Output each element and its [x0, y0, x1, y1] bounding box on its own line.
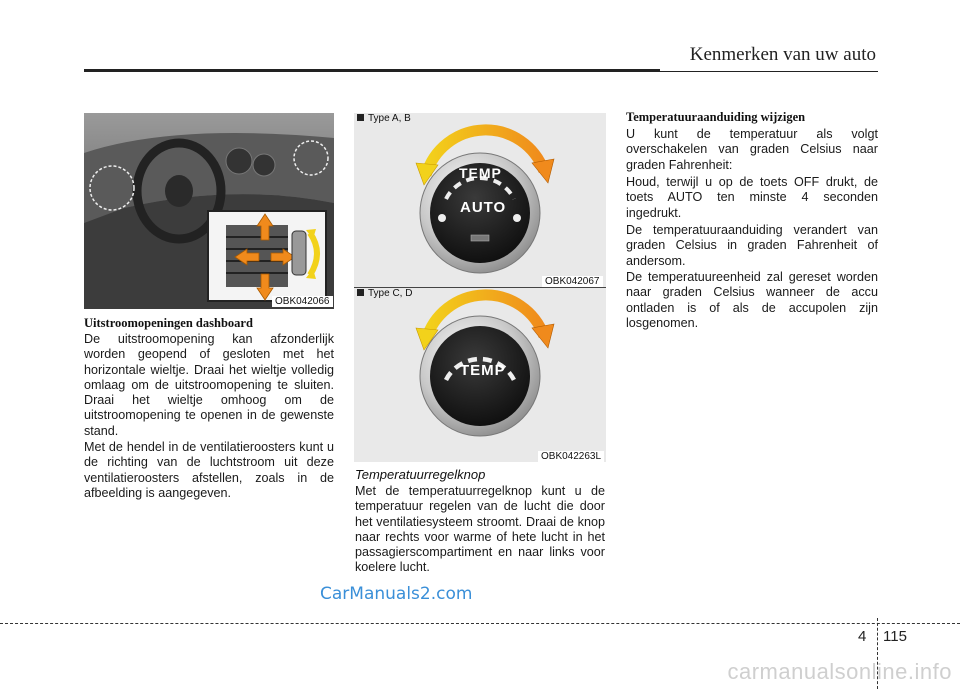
col3-paragraph-4: De temperatuureenheid zal gereset worden naar graden Celsius wanneer de accu ontladen is of als de accupolen zijn losgenomen.	[626, 270, 878, 330]
knob-cd-temp-label: TEMP	[460, 362, 506, 379]
col2-heading: Temperatuurregelknop	[355, 467, 486, 482]
col2-paragraph-1: Met de temperatuurregelknop kunt u de temperatuur regelen van de lucht die door het ventilatiesysteem stroomt. Draai de knop naar rechts voor warme of hete lucht in het passagierscompartiment en naar links voor koelere lucht.	[355, 484, 605, 575]
header-rule-thin	[660, 71, 878, 72]
knob-ab-temp-label: TEMP	[459, 165, 502, 181]
col1-paragraph-2: Met de hendel in de ventilatieroosters kunt u de richting van de luchtstroom uit deze ventilatieroosters afstellen, zoals in de afbeelding is aangegeven.	[84, 440, 334, 500]
col3-paragraph-2: Houd, terwijl u op de toets OFF drukt, de toets AUTO ten minste 4 seconden ingedrukt.	[626, 175, 878, 220]
knob-ab-type-label: Type A, B	[357, 113, 411, 124]
knob-cd-figure-code: OBK042263L	[538, 451, 604, 462]
footer-dashed-rule	[0, 623, 960, 624]
header-rule	[84, 69, 660, 72]
col1-heading: Uitstroomopeningen dashboard	[84, 316, 253, 330]
dashboard-figure	[84, 113, 334, 309]
square-bullet-icon	[357, 114, 364, 121]
col3-heading: Temperatuuraanduiding wijzigen	[626, 110, 806, 124]
knob-cd-type-label: Type C, D	[357, 288, 412, 299]
site-watermark: carmanualsonline.info	[727, 659, 952, 684]
knob-ab-auto-label: AUTO	[460, 199, 507, 216]
col3-paragraph-3: De temperatuuraanduiding verandert van graden Celsius in graden Fahrenheit of andersom.	[626, 223, 878, 268]
knob-ab-figure-code: OBK042067	[542, 276, 603, 287]
carmanuals-watermark-link[interactable]: CarManuals2.com	[320, 584, 473, 604]
page-header-title: Kenmerken van uw auto	[689, 44, 876, 65]
dashboard-figure-code: OBK042066	[272, 296, 333, 307]
knob-ab-figure	[354, 113, 606, 287]
col1-paragraph-1: De uitstroomopening kan afzonderlijk worden geopend of gesloten met het horizontale wieltje. Draai het wieltje volledig omlaag om de uitstroomopening te sluiten. Draai het wieltje omhoog om de uitstroomopening te openen in de gewenste stand.	[84, 332, 334, 438]
square-bullet-icon	[357, 289, 364, 296]
chapter-number: 4	[858, 628, 867, 645]
col3-paragraph-1: U kunt de temperatuur als volgt overschakelen van graden Celsius naar graden Fahrenheit:	[626, 127, 878, 172]
knob-cd-figure	[354, 288, 606, 462]
page-number: 115	[883, 628, 907, 645]
